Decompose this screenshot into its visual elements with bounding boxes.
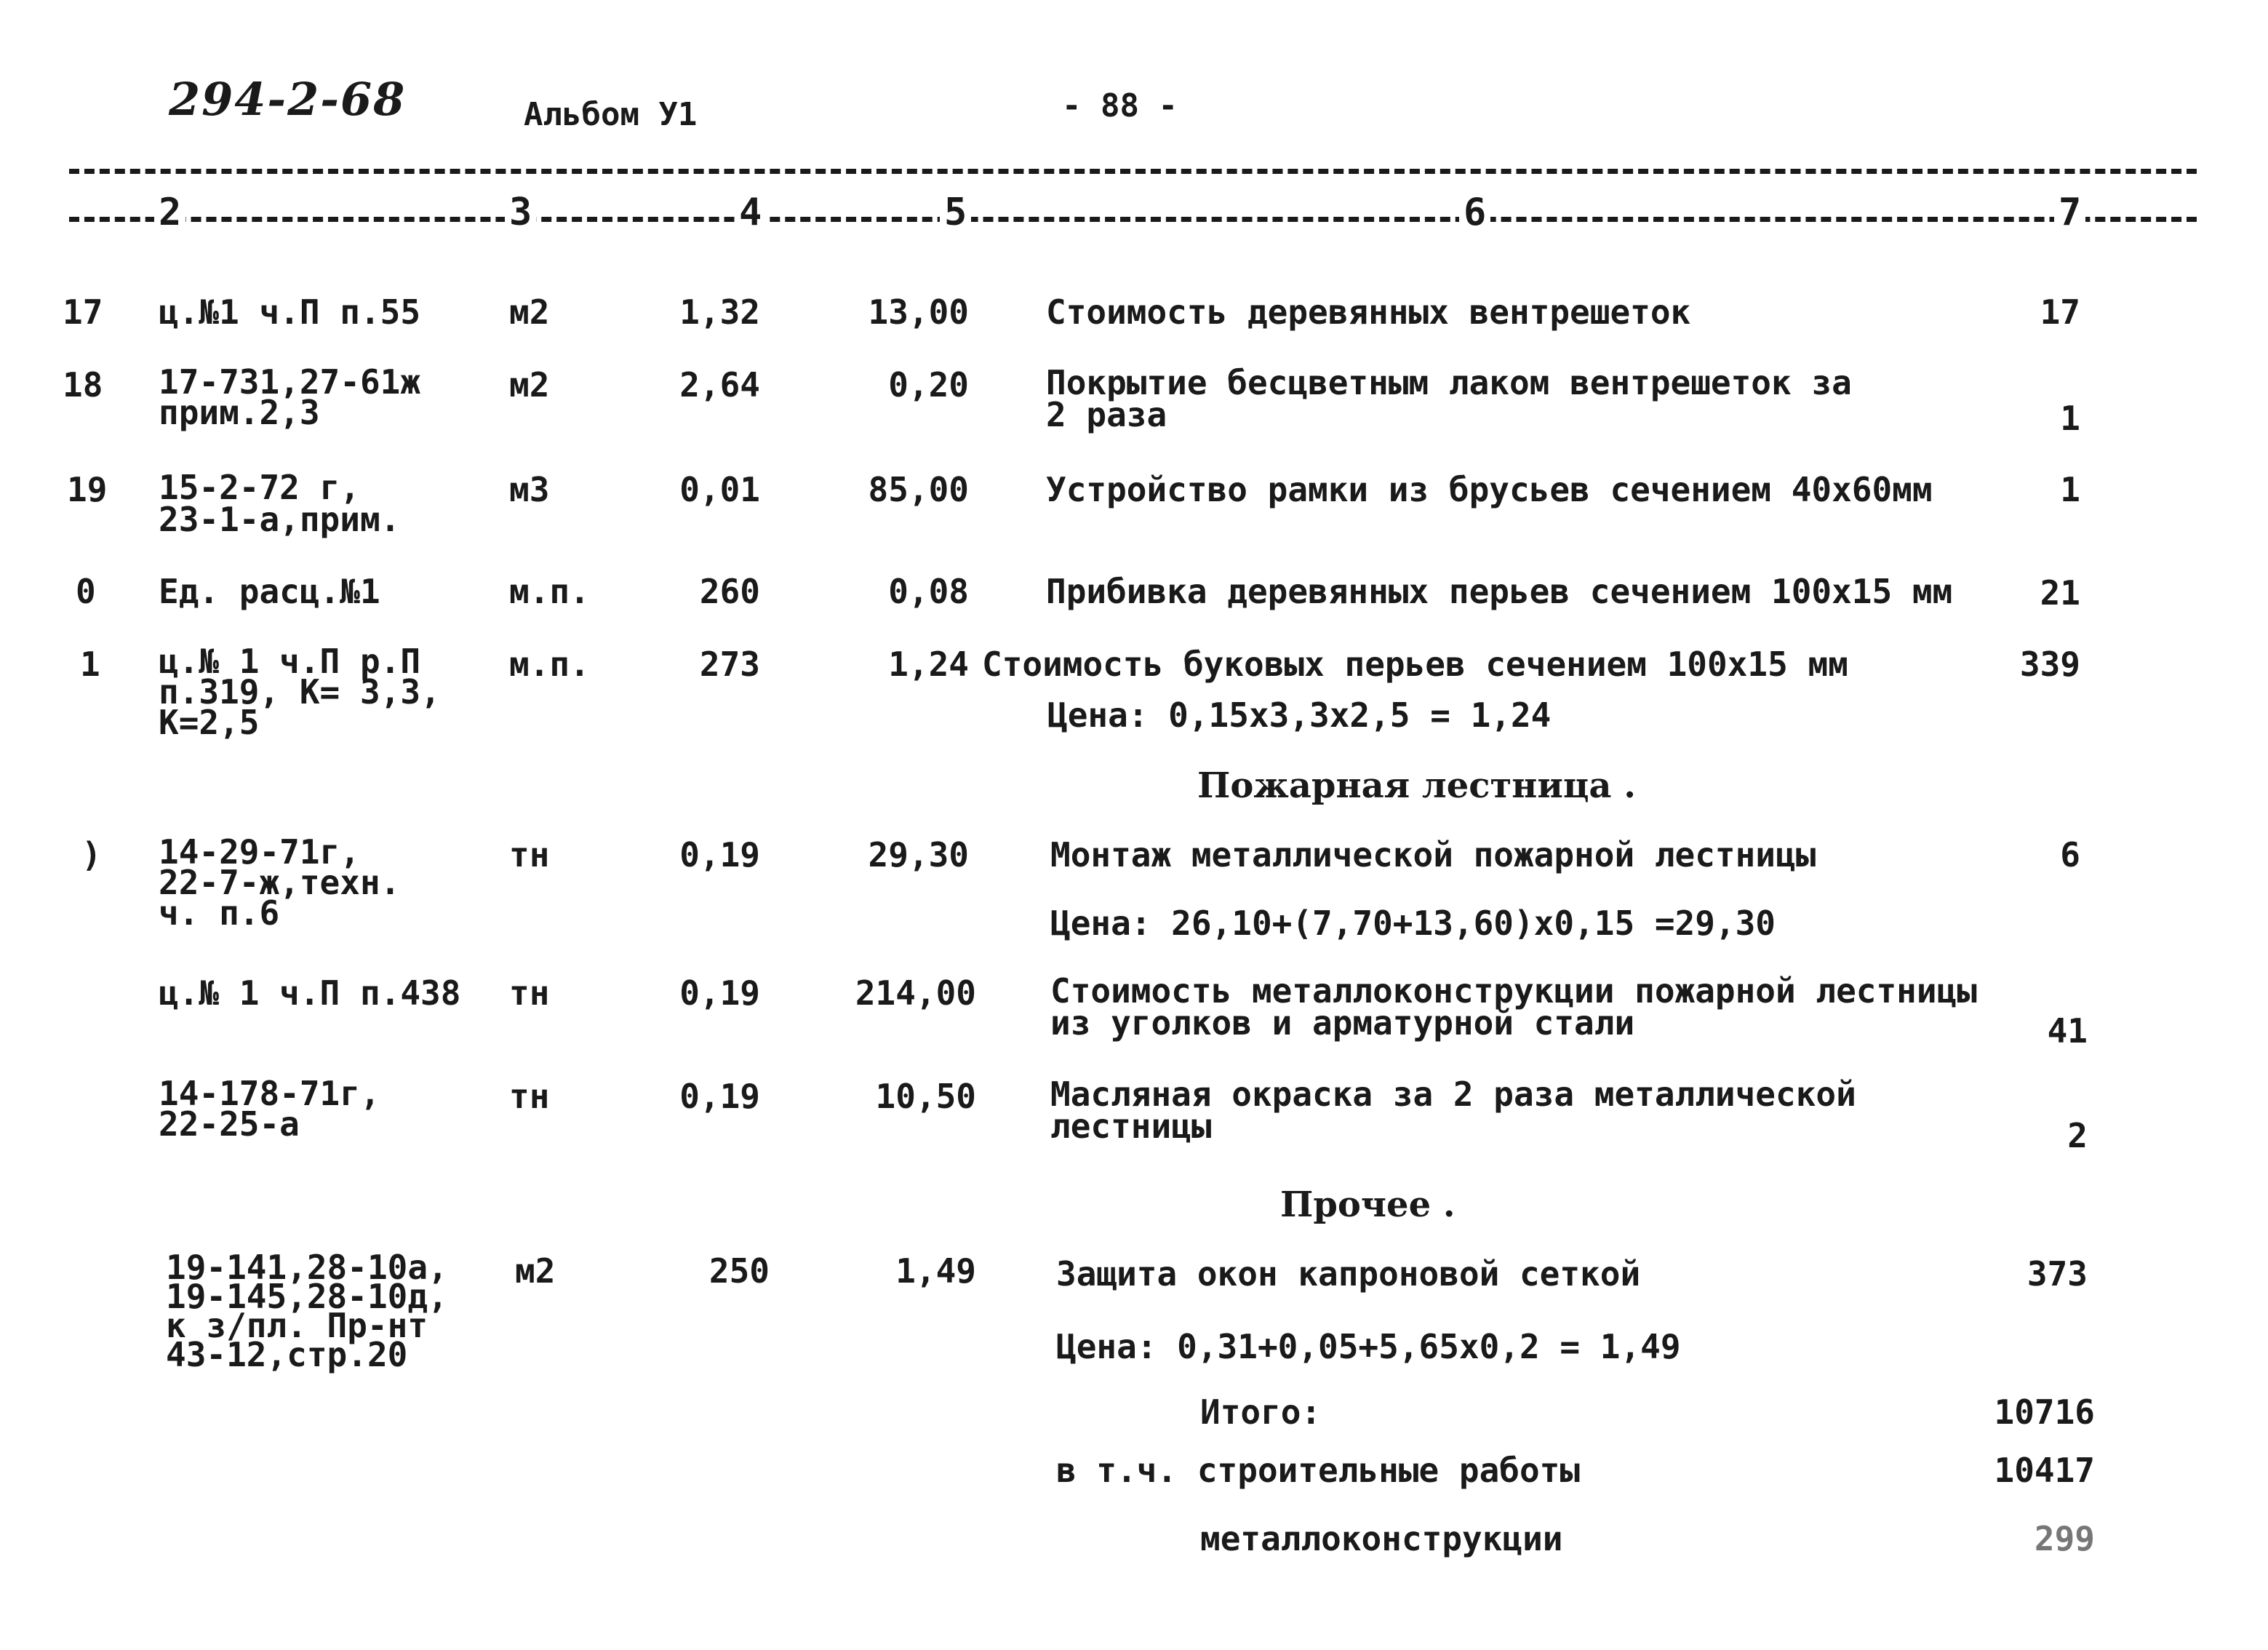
row-index: 1 [80, 645, 100, 684]
column-number: 5 [940, 191, 971, 234]
document-code: 294-2-68 [169, 73, 407, 126]
price-calculation-note: Цена: 0,31+0,05+5,65х0,2 = 1,49 [1056, 1327, 1681, 1366]
row-description: Стоимость деревянных вентрешеток [1046, 292, 1691, 332]
row-total: 21 [2040, 573, 2080, 613]
row-reference: 19-141,28-10а, 19-145,28-10д, к з/пл. Пр-нт 43-12,стр.20 [166, 1248, 448, 1374]
row-quantity: 1,32 [679, 292, 760, 332]
row-unit: м2 [515, 1251, 556, 1291]
row-price: 13,00 [868, 292, 969, 332]
row-description: Защита окон капроновой сеткой [1056, 1254, 1641, 1294]
row-total: 17 [2040, 292, 2080, 332]
row-index: 18 [63, 365, 103, 404]
column-number: 2 [154, 191, 185, 234]
row-quantity: 0,01 [679, 470, 760, 509]
price-calculation-note: Цена: 0,15х3,3х2,5 = 1,24 [1047, 696, 1552, 735]
column-number: 7 [2054, 191, 2085, 234]
summary-total-value: 10716 [1994, 1392, 2095, 1432]
row-total: 339 [2019, 645, 2080, 684]
row-price: 1,49 [895, 1251, 976, 1291]
row-price: 0,08 [888, 572, 969, 611]
row-unit: м3 [509, 470, 550, 509]
row-description: Стоимость буковых перьев сечением 100х15 мм [982, 645, 1848, 684]
row-index: 17 [63, 292, 103, 332]
row-quantity: 260 [699, 572, 760, 611]
row-unit: тн [509, 835, 550, 874]
row-unit: м.п. [509, 645, 590, 684]
row-reference: ц.№1 ч.П п.55 [159, 292, 421, 332]
row-price: 0,20 [888, 365, 969, 404]
row-total: 2 [2067, 1116, 2088, 1155]
row-total: 1 [2060, 399, 2080, 438]
row-unit: м.п. [509, 572, 590, 611]
summary-metal-label: металлоконструкции [1200, 1519, 1563, 1558]
row-price: 10,50 [875, 1077, 976, 1116]
summary-construction-label: в т.ч. строительные работы [1056, 1451, 1581, 1490]
header-divider-top [69, 169, 2197, 174]
column-number: 3 [505, 191, 536, 234]
row-quantity: 273 [699, 645, 760, 684]
row-unit: тн [509, 1077, 550, 1116]
row-reference: 14-29-71г, 22-7-ж,техн. ч. п.6 [159, 832, 401, 933]
row-description: Стоимость металлоконструкции пожарной лестницы из уголков и арматурной стали [1050, 971, 1977, 1043]
price-calculation-note: Цена: 26,10+(7,70+13,60)х0,15 =29,30 [1050, 904, 1776, 943]
row-description: Прибивка деревянных перьев сечением 100х15 мм [1046, 572, 1953, 611]
row-description: Покрытие бесцветным лаком вентрешеток за 2 раза [1046, 363, 1852, 434]
section-heading: Прочее . [1280, 1184, 1456, 1225]
row-unit: м2 [509, 365, 550, 404]
row-total: 41 [2047, 1011, 2088, 1051]
row-quantity: 0,19 [679, 1077, 760, 1116]
row-reference: ц.№ 1 ч.П п.438 [159, 973, 461, 1013]
row-total: 6 [2060, 835, 2080, 874]
row-price: 85,00 [868, 470, 969, 509]
summary-metal-value: 299 [2034, 1519, 2095, 1558]
row-index: ) [81, 835, 102, 874]
row-reference: 14-178-71г, 22-25-а [159, 1074, 380, 1144]
row-price: 214,00 [855, 973, 976, 1013]
header-divider-bottom [69, 217, 2197, 222]
row-description: Масляная окраска за 2 раза металлической лестницы [1050, 1075, 1856, 1146]
row-quantity: 0,19 [679, 835, 760, 874]
row-index: 19 [67, 470, 108, 509]
row-quantity: 0,19 [679, 973, 760, 1013]
column-number: 6 [1459, 191, 1490, 234]
section-heading: Пожарная лестница . [1197, 765, 1636, 806]
row-reference: Ед. расц.№1 [159, 572, 380, 611]
column-number: 4 [735, 191, 766, 234]
summary-total-label: Итого: [1200, 1392, 1322, 1432]
row-unit: м2 [509, 292, 550, 332]
row-description: Монтаж металлической пожарной лестницы [1050, 835, 1816, 874]
page-number: - 88 - [1062, 87, 1178, 124]
row-reference: 17-731,27-61ж прим.2,3 [159, 362, 421, 432]
row-total: 1 [2060, 470, 2080, 509]
row-quantity: 2,64 [679, 365, 760, 404]
row-quantity: 250 [708, 1251, 770, 1291]
row-description: Устройство рамки из брусьев сечением 40х60мм [1046, 470, 1933, 509]
row-price: 1,24 [888, 645, 969, 684]
row-total: 373 [2027, 1254, 2088, 1294]
row-index: 0 [76, 572, 96, 611]
album-label: Альбом У1 [524, 96, 698, 133]
row-price: 29,30 [868, 835, 969, 874]
row-unit: тн [509, 973, 550, 1013]
row-reference: 15-2-72 г, 23-1-а,прим. [159, 468, 401, 539]
summary-construction-value: 10417 [1994, 1451, 2095, 1490]
row-reference: ц.№ 1 ч.П р.П п.319, К= 3,3, К=2,5 [159, 642, 441, 742]
